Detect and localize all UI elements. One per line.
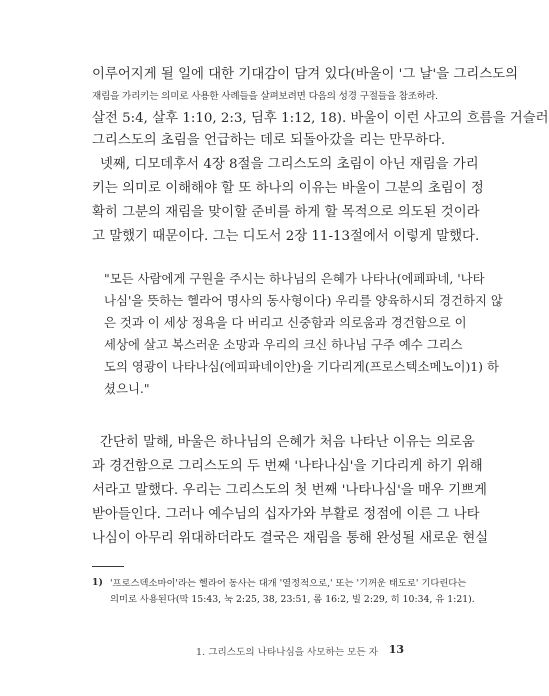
body-line: 받아들인다. 그러나 예수님의 십자가와 부활로 정점에 이른 그 나타	[92, 507, 480, 522]
page-number: 13	[388, 643, 404, 656]
body-line: 넷째, 디모데후서 4장 8절을 그리스도의 초림이 아닌 재림을 가리	[100, 157, 479, 172]
quote-line: "모든 사람에게 구원을 주시는 하나님의 은혜가 나타나(에페파네, '나타	[104, 271, 485, 286]
body-line: 이루어지게 될 일에 대한 기대감이 담겨 있다(바울이 '그 날'을 그리스도의	[92, 67, 519, 82]
quote-line: 나심'을 뜻하는 헬라어 명사의 동사형이다) 우리를 양육하시되 경건하지 않	[104, 293, 503, 308]
footnote-divider	[92, 566, 124, 567]
body-line: 그리스도의 초림을 언급하는 데로 되돌아갔을 리는 만무하다.	[92, 133, 446, 148]
body-line: 나심이 아무리 위대하더라도 결국은 재림을 통해 완성될 새로운 현실	[92, 531, 489, 546]
running-title: 1. 그리스도의 나타나심을 사모하는 모든 자	[196, 647, 378, 658]
body-line: 서라고 말했다. 우리는 그리스도의 첫 번째 '나타나심'을 매우 기쁘게	[92, 483, 487, 498]
quote-line: 셨으니."	[104, 381, 150, 396]
body-line: 고 말했기 때문이다. 그는 디도서 2장 11-13절에서 이렇게 말했다.	[92, 229, 480, 244]
footnote-line: 의미로 사용된다(막 15:43, 눅 2:25, 38, 23:51, 롬 16:2, 빌 2:29, 히 10:34, 유 1:21).	[110, 594, 475, 605]
quote-line: 은 것과 이 세상 정욕을 다 버리고 신중함과 의로움과 경건함으로 이	[104, 315, 467, 330]
quote-line: 도의 영광이 나타나심(에피파네이안)을 기다리게(프로스텍소메노이)1) 하	[104, 359, 499, 374]
body-line: 살전 5:4, 살후 1:10, 2:3, 딤후 1:12, 18). 바울이 이런 사고의 흐름을 거슬러	[92, 111, 549, 126]
body-line: 간단히 말해, 바울은 하나님의 은혜가 처음 나타난 이유는 의로움	[100, 435, 475, 450]
quote-line: 세상에 살고 복스러운 소망과 우리의 크신 하나님 구주 예수 그리스	[104, 337, 463, 352]
footnote-number: 1)	[92, 577, 103, 588]
footnote-line: '프로스덱소마이'라는 헬라어 동사는 대개 '열정적으로,' 또는 '기꺼운 태도로' 기다린다는	[110, 578, 467, 589]
body-line: 키는 의미로 이해해야 할 또 하나의 이유는 바울이 그분의 초림이 정	[92, 181, 484, 196]
body-line: 재림을 가리키는 의미로 사용한 사례들을 살펴보려면 다음의 성경 구절들을 참조하라.	[92, 91, 438, 102]
body-line: 확히 그분의 재림을 맞이할 준비를 하게 할 목적으로 의도된 것이라	[92, 205, 480, 220]
body-line: 과 경건함으로 그리스도의 두 번째 '나타나심'을 기다리게 하기 위해	[92, 459, 483, 474]
